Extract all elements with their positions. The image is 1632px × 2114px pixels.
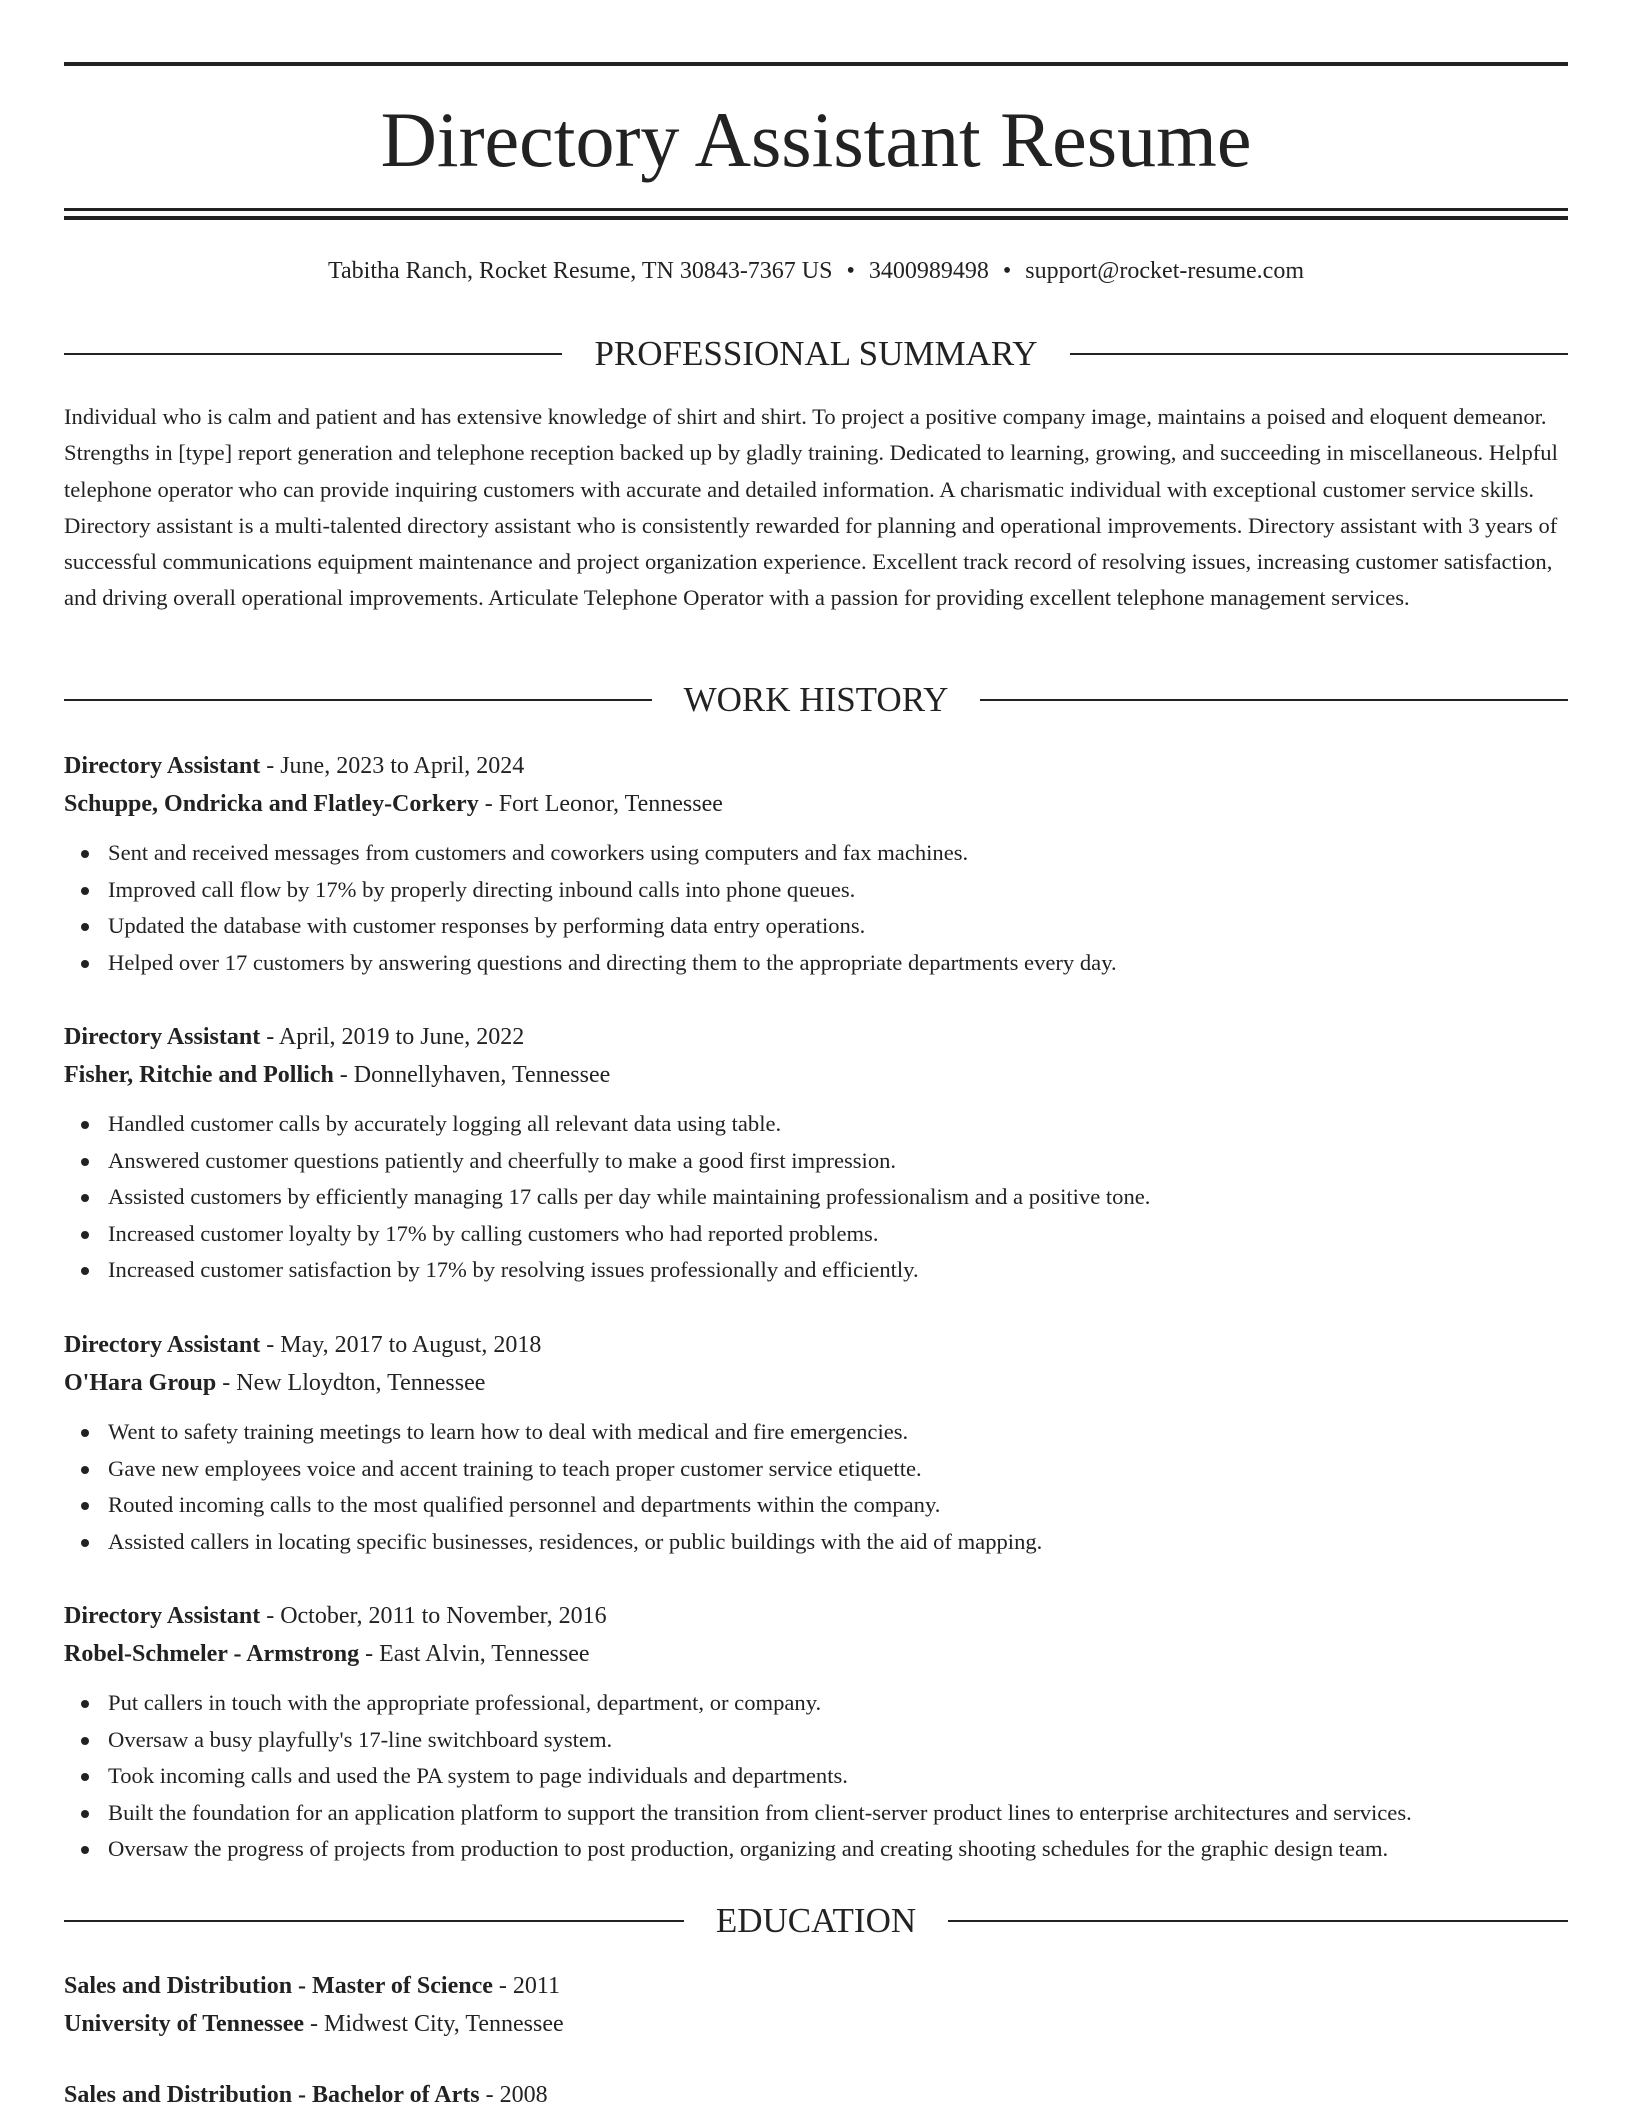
summary-text: Individual who is calm and patient and has extensive knowledge of shirt and shirt. To project a positive company image, maintains a poised and eloquent demeanor. Strengths in [type] report generation and telephone reception backed up by gladly training. Dedicated to learning, growing, and succeeding in miscellaneous. Helpful telephone operator who can provide inquiring customers with accurate and detailed information. A charismatic individual with exceptional customer service skills. Directory assistant is a multi-talented directory assistant who is consistently rewarded for planning and operational improvements. Directory assistant with 3 years of successful communications equipment maintenance and project organization experience. Excellent track record of resolving issues, increasing customer satisfaction, and driving overall operational improvements. Articulate Telephone Operator with a passion for providing excellent telephone management services. [64, 404, 1558, 611]
degree: Sales and Distribution - Bachelor of Arts [64, 2082, 480, 2108]
heading-rule [980, 699, 1568, 701]
list-item: Assisted customers by efficiently managing 17 calls per day while maintaining professionalism and a positive tone. [108, 1179, 1568, 1216]
list-item: Oversaw a busy playfully's 17-line switchboard system. [108, 1722, 1568, 1759]
title-rule-lower [64, 216, 1568, 220]
job-bullets [64, 1106, 1568, 1289]
list-item: Helped over 17 customers by answering questions and directing them to the appropriate departments every day. [108, 945, 1568, 982]
job-company-line [64, 785, 1568, 823]
bullet-icon [81, 887, 89, 895]
contact-separator: • [846, 258, 855, 284]
bullet-icon [81, 1231, 89, 1239]
bullet-icon [81, 1429, 89, 1437]
bullet-icon [81, 1737, 89, 1745]
job-title-line [64, 747, 1568, 785]
job-location: - New Lloydton, Tennessee [216, 1370, 486, 1396]
section-heading-summary [64, 332, 1568, 376]
bullet-icon [81, 1267, 89, 1275]
page-title: Directory Assistant Resume [380, 96, 1252, 183]
job-company: Robel-Schmeler - Armstrong [64, 1641, 360, 1667]
list-item: Improved call flow by 17% by properly directing inbound calls into phone queues. [108, 872, 1568, 909]
degree-line [64, 2076, 1568, 2114]
bullet-icon [81, 1846, 89, 1854]
school-location: - Midwest City, Tennessee [304, 2011, 564, 2037]
bullet-icon [81, 1158, 89, 1166]
degree-year: - 2008 [479, 2082, 548, 2108]
school-line [64, 2005, 1568, 2043]
heading-rule [1070, 353, 1568, 355]
bullet-icon [81, 1194, 89, 1202]
list-item: Built the foundation for an application platform to support the transition from client-server product lines to enterprise architectures and services. [108, 1795, 1568, 1832]
heading-rule [64, 699, 652, 701]
bullet-icon [81, 1539, 89, 1547]
list-item: Took incoming calls and used the PA system to page individuals and departments. [108, 1758, 1568, 1795]
school: University of Tennessee [64, 2011, 304, 2037]
heading-rule [948, 1920, 1568, 1922]
list-item: Went to safety training meetings to learn how to deal with medical and fire emergencies. [108, 1414, 1568, 1451]
contact-email: support@rocket-resume.com [1025, 258, 1304, 284]
section-heading-work [64, 678, 1568, 722]
contact-address: Tabitha Ranch, Rocket Resume, TN 30843-7367 US [328, 258, 833, 284]
contact-separator: • [1002, 258, 1012, 284]
job-company-line [64, 1364, 1568, 1402]
job-company-line [64, 1056, 1568, 1094]
bullet-icon [81, 923, 89, 931]
job-entry [64, 1326, 1568, 1560]
job-entry [64, 1018, 1568, 1289]
bullet-icon [81, 1121, 89, 1129]
degree-year: - 2011 [492, 1973, 560, 1999]
job-title: Directory Assistant [64, 1024, 261, 1050]
job-dates: - June, 2023 to April, 2024 [260, 753, 525, 779]
job-title: Directory Assistant [64, 1603, 261, 1629]
degree-line [64, 1967, 1568, 2005]
job-company: Fisher, Ritchie and Pollich [64, 1062, 334, 1088]
bullet-icon [81, 1810, 89, 1818]
list-item: Increased customer loyalty by 17% by calling customers who had reported problems. [108, 1216, 1568, 1253]
job-location: - Donnellyhaven, Tennessee [333, 1062, 611, 1088]
degree: Sales and Distribution - Master of Science [64, 1973, 493, 1999]
job-entry [64, 747, 1568, 981]
job-company: Schuppe, Ondricka and Flatley-Corkery [64, 791, 479, 817]
bullet-icon [81, 1773, 89, 1781]
list-item: Oversaw the progress of projects from production to post production, organizing and creating shooting schedules for the graphic design team. [108, 1831, 1568, 1868]
contact-phone: 3400989498 [868, 258, 989, 284]
list-item: Sent and received messages from customers and coworkers using computers and fax machines. [108, 835, 1568, 872]
contact-line [64, 254, 1568, 288]
bullet-icon [81, 960, 89, 968]
job-company: O'Hara Group [64, 1370, 217, 1396]
list-item: Routed incoming calls to the most qualified personnel and departments within the company. [108, 1487, 1568, 1524]
job-bullets [64, 835, 1568, 981]
job-company-line [64, 1635, 1568, 1673]
job-bullets [64, 1414, 1568, 1560]
education-entry [64, 2076, 1568, 2114]
section-heading-education [64, 1899, 1568, 1943]
education-entry [64, 1967, 1568, 2043]
job-entry [64, 1597, 1568, 1868]
job-location: - Fort Leonor, Tennessee [478, 791, 723, 817]
job-title-line [64, 1326, 1568, 1364]
bullet-icon [81, 850, 89, 858]
job-dates: - May, 2017 to August, 2018 [260, 1332, 542, 1358]
job-title-line [64, 1018, 1568, 1056]
bullet-icon [81, 1466, 89, 1474]
list-item: Answered customer questions patiently and cheerfully to make a good first impression. [108, 1143, 1568, 1180]
section-title: WORK HISTORY [683, 680, 949, 719]
list-item: Put callers in touch with the appropriate professional, department, or company. [108, 1685, 1568, 1722]
job-location: - East Alvin, Tennessee [359, 1641, 590, 1667]
heading-rule [64, 1920, 684, 1922]
top-rule [64, 62, 1568, 66]
section-title: PROFESSIONAL SUMMARY [594, 334, 1038, 373]
bullet-icon [81, 1700, 89, 1708]
job-dates: - April, 2019 to June, 2022 [260, 1024, 525, 1050]
list-item: Increased customer satisfaction by 17% by resolving issues professionally and efficiently. [108, 1252, 1568, 1289]
job-title-line [64, 1597, 1568, 1635]
list-item: Handled customer calls by accurately logging all relevant data using table. [108, 1106, 1568, 1143]
job-title: Directory Assistant [64, 1332, 261, 1358]
list-item: Assisted callers in locating specific businesses, residences, or public buildings with the aid of mapping. [108, 1524, 1568, 1561]
heading-rule [64, 353, 562, 355]
list-item: Gave new employees voice and accent training to teach proper customer service etiquette. [108, 1451, 1568, 1488]
bullet-icon [81, 1502, 89, 1510]
job-title: Directory Assistant [64, 753, 261, 779]
job-bullets [64, 1685, 1568, 1868]
job-dates: - October, 2011 to November, 2016 [260, 1603, 607, 1629]
list-item: Updated the database with customer responses by performing data entry operations. [108, 908, 1568, 945]
section-title: EDUCATION [715, 1901, 917, 1940]
title-rule-upper [64, 208, 1568, 211]
